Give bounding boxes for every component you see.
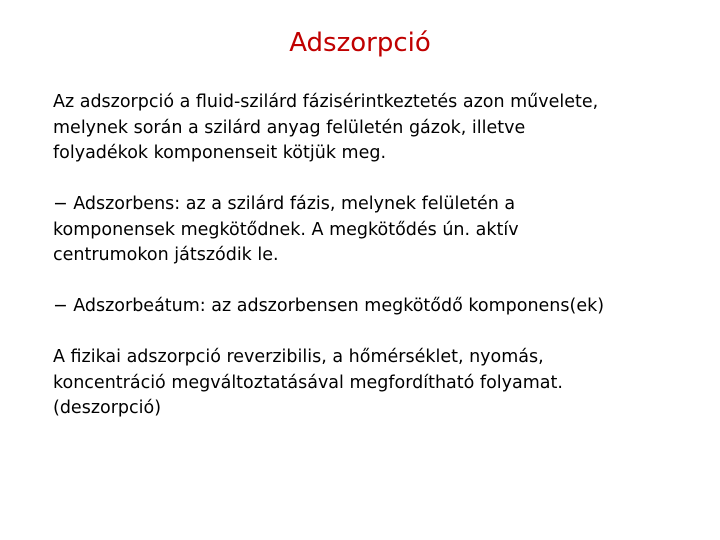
text-line: folyadékok komponenseit kötjük meg. (53, 143, 387, 163)
text-line: koncentráció megváltoztatásával megfordítható folyamat. (53, 372, 563, 393)
text-line: komponensek megkötődnek. A megkötődés ún. aktív (53, 219, 519, 240)
text-line: (deszorpció) (53, 398, 162, 418)
text-line: centrumokon játszódik le. (53, 245, 279, 265)
text-line: Az adszorpció a fluid-szilárd fázisérintkeztetés azon művelete, (53, 92, 599, 112)
text-line: A fizikai adszorpció reverzibilis, a hőmérséklet, nyomás, (53, 347, 544, 367)
slide-title: Adszorpció (289, 28, 431, 58)
slide-body (53, 90, 713, 422)
paragraph-adsorbent (53, 192, 713, 269)
text-line: − Adszorbens: az a szilárd fázis, melynek felületén a (53, 194, 516, 214)
paragraph-definition (53, 90, 713, 167)
text-line: melynek során a szilárd anyag felületén gázok, illetve (53, 117, 526, 138)
text-line: − Adszorbeátum: az adszorbensen megkötődő komponens(ek) (53, 296, 605, 316)
paragraph-physical-adsorption (53, 345, 713, 422)
paragraph-adsorbate (53, 294, 713, 320)
